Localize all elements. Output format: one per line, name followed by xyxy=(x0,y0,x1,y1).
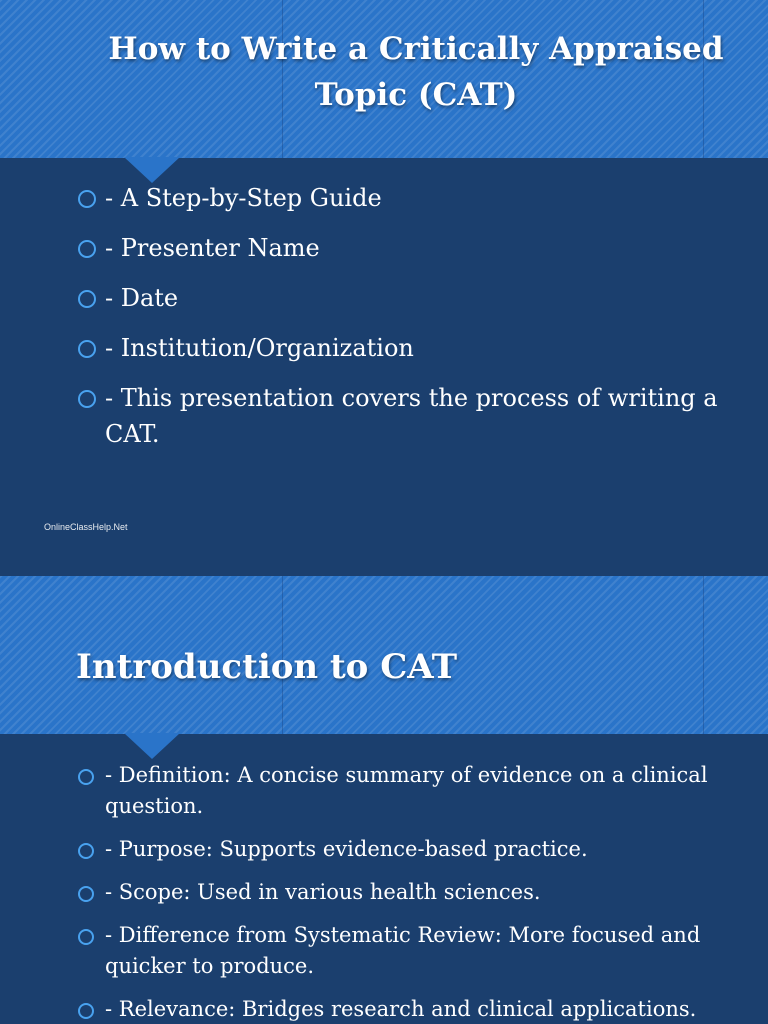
hollow-circle-icon xyxy=(78,929,94,945)
header-notch xyxy=(124,733,180,759)
bullet-text: - Relevance: Bridges research and clinical applications. xyxy=(105,997,697,1021)
list-item xyxy=(78,330,738,366)
list-item xyxy=(78,994,738,1024)
hollow-circle-icon xyxy=(78,843,94,859)
hollow-circle-icon xyxy=(78,1003,94,1019)
hollow-circle-icon xyxy=(78,390,96,408)
list-item xyxy=(78,380,738,452)
list-item xyxy=(78,834,738,865)
slide-title: How to Write a Critically Appraised Topic (CAT) xyxy=(108,31,724,113)
list-item xyxy=(78,920,738,982)
list-item xyxy=(78,877,738,908)
bullet-text: - Date xyxy=(105,284,179,312)
list-item xyxy=(78,760,738,822)
bullet-text: - Institution/Organization xyxy=(105,334,414,362)
list-item xyxy=(78,230,738,266)
bullet-text: - A Step-by-Step Guide xyxy=(105,184,382,212)
hollow-circle-icon xyxy=(78,769,94,785)
slide-title: Introduction to CAT xyxy=(76,647,458,687)
bullet-text: - Scope: Used in various health sciences. xyxy=(105,880,541,904)
bullet-text: - Definition: A concise summary of evidence on a clinical question. xyxy=(105,763,708,818)
list-item xyxy=(78,280,738,316)
bullet-text: - Purpose: Supports evidence-based practice. xyxy=(105,837,588,861)
hollow-circle-icon xyxy=(78,886,94,902)
bullet-text: - Difference from Systematic Review: More focused and quicker to produce. xyxy=(105,923,701,978)
bullet-list xyxy=(78,180,738,466)
hollow-circle-icon xyxy=(78,340,96,358)
bullet-text: - This presentation covers the process of writing a CAT. xyxy=(105,384,718,448)
list-item xyxy=(78,180,738,216)
bullet-text: - Presenter Name xyxy=(105,234,320,262)
footer-watermark: OnlineClassHelp.Net xyxy=(44,522,128,532)
hollow-circle-icon xyxy=(78,290,96,308)
hollow-circle-icon xyxy=(78,190,96,208)
bullet-list xyxy=(78,760,738,1024)
hollow-circle-icon xyxy=(78,240,96,258)
